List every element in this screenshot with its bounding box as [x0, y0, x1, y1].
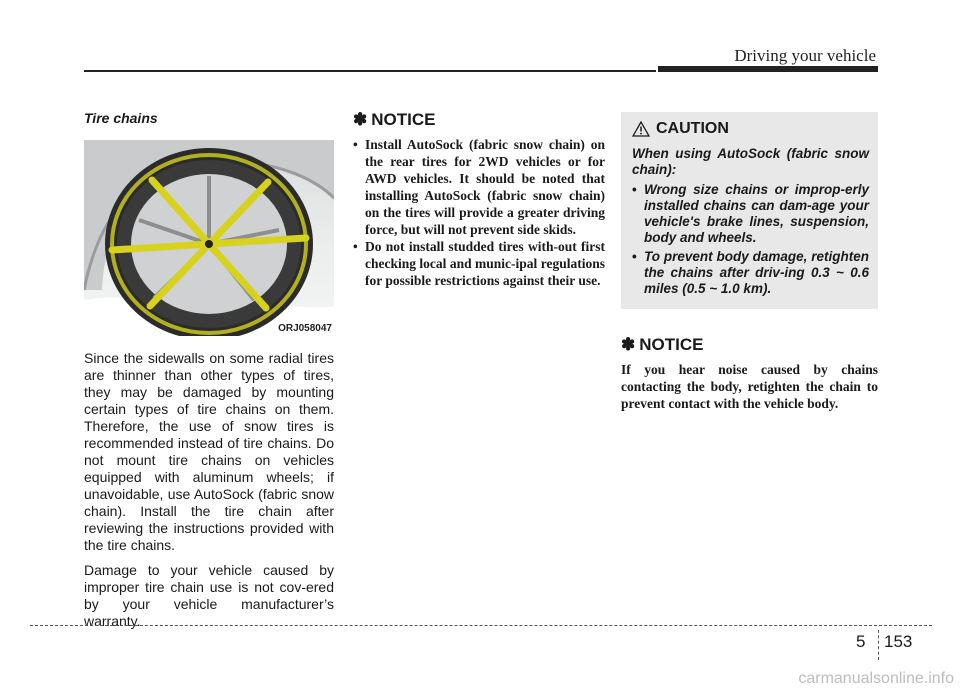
page-number: 153: [884, 632, 913, 651]
notice-heading: [353, 110, 605, 130]
caution-title: CAUTION: [656, 120, 729, 137]
notice-body: If you hear noise caused by chains contacting the body, retighten the chain to prevent contact with the vehicle body.: [621, 362, 878, 411]
right-column: [621, 112, 878, 412]
tire-chain-figure: [84, 140, 334, 336]
paragraph: Since the sidewalls on some radial tires are thinner than other types of tires, they may be damaged by mounting certain types of tire chains on them. Therefore, the use of snow tires is recommended instead of tire chains. Do not mount tire chains on vehicles equipped with aluminum wheels; if unavoidable, use AutoSock (fabric snow chain). Install the tire chain after reviewing the instructions provided with the tire chains.: [84, 350, 334, 553]
page-divider: [878, 630, 879, 660]
tire-with-autosock-illustration: [84, 140, 334, 336]
list-item: • To prevent body damage, retighten the chains after driv-ing 0.3 ~ 0.6 miles (0.5 ~ 1.0 km).: [632, 249, 869, 297]
asterisk-icon: ✽: [621, 335, 636, 354]
header-rule-thick: [658, 66, 878, 72]
tire-chains-section: [84, 110, 334, 630]
figure-code: ORJ058047: [278, 323, 332, 334]
footer-rule: [30, 625, 932, 626]
asterisk-icon: ✽: [353, 110, 368, 129]
header-title: Driving your vehicle: [734, 46, 876, 65]
notice-heading: [621, 335, 878, 355]
list-item: • Wrong size chains or improp-erly installed chains can dam-age your vehicle's brake lines, suspension, body and wheels.: [632, 182, 869, 246]
notice-title: NOTICE: [639, 335, 704, 354]
section-title: Tire chains: [84, 110, 158, 126]
watermark: carmanualsonline.info: [798, 670, 954, 687]
caution-heading: [632, 120, 869, 138]
notice-section-2: [621, 335, 878, 412]
paragraph: Damage to your vehicle caused by improper tire chain use is not cov-ered by your vehicle manufacturer’s warranty.: [84, 562, 334, 629]
list-item: • Install AutoSock (fabric snow chain) on the rear tires for 2WD vehicles or for AWD vehicles. It should be noted that installing AutoSock (fabric snow chain) on the tires will provide a greater driving force, but will not prevent side skids.: [353, 136, 605, 238]
notice-list: [353, 136, 605, 289]
notice-section: [353, 110, 605, 289]
warning-triangle-icon: [632, 121, 650, 137]
list-item: • Do not install studded tires with-out first checking local and munic-ipal regulations for possible restrictions against their use.: [353, 238, 605, 289]
chapter-number: 5: [856, 632, 866, 651]
notice-title: NOTICE: [371, 110, 436, 129]
caution-box: [621, 112, 878, 309]
caution-list: [632, 182, 869, 297]
header-rule: [84, 70, 656, 72]
caution-intro: When using AutoSock (fabric snow chain):: [632, 146, 869, 177]
